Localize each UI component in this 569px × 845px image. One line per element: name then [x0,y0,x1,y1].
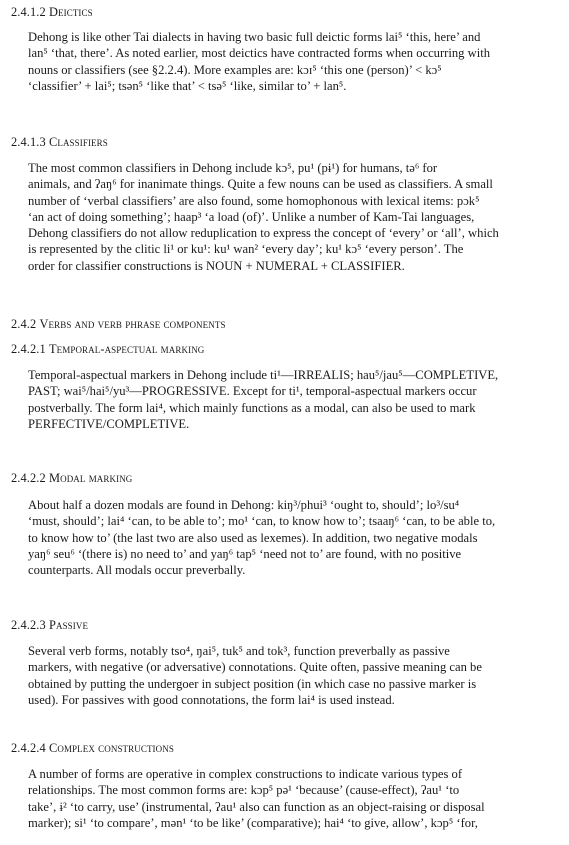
section-verbs [11,316,556,332]
section-number: 2.4.2 [11,317,37,331]
section-number: 2.4.1.2 [11,5,46,19]
section-title: Deictics [48,5,93,19]
section-number: 2.4.2.3 [11,618,46,632]
paragraph-line: marker); si¹ ‘to compare’, mən¹ ‘to be like’ (comparative); hai⁴ ‘to give, allow’, kɔp⁵ ‘for, [28,815,478,830]
section-classifiers [11,134,556,274]
paragraph-line: postverbally. The form lai⁴, which mainly functions as a modal, can also be used to mark [28,400,476,415]
paragraph-line: ‘must, should’; lai⁴ ‘can, to be able to’; mo¹ ‘can, to know how to’; tsaaŋ⁶ ‘can, to be able to, [28,514,496,529]
paragraph-line: The most common classifiers in Dehong include kɔ⁵, pu¹ (pɨ¹) for humans, tə⁶ for [28,161,438,175]
section-heading [11,617,556,633]
section-heading [11,4,556,20]
paragraph-line: counterparts. All modals occur preverbally. [28,563,246,578]
paragraph-line: A number of forms are operative in complex constructions to indicate various types of [28,767,463,781]
section-heading [11,134,556,150]
paragraph-deictics [11,29,556,94]
section-passive [11,617,556,708]
paragraph-classifiers [11,160,556,274]
paragraph-line: order for classifier constructions is NOUN + NUMERAL + CLASSIFIER. [28,258,405,273]
section-number: 2.4.2.4 [11,741,46,755]
section-title: Complex constructions [48,741,174,755]
paragraph-line: ‘an act of doing something’; haap³ ‘a load (of)’. Unlike a number of Kam-Tai languages, [28,209,475,224]
section-heading [11,740,556,756]
section-title: Passive [48,618,89,632]
section-temporal [11,341,556,432]
section-title: Temporal-aspectual marking [48,342,205,356]
paragraph-line: obtained by putting the undergoer in subject position (in which case no passive marker is [28,676,477,691]
paragraph-line: to know how to’ (the last two are also used as lexemes). In addition, two negative modals [28,530,478,545]
paragraph-line: PERFECTIVE/COMPLETIVE. [28,416,190,431]
paragraph-line: PAST; wai⁵/hai⁵/yu³—PROGRESSIVE. Except for ti¹, temporal-aspectual markers occur [28,384,477,399]
section-number: 2.4.1.3 [11,135,46,149]
section-heading [11,316,556,332]
paragraph-line: Temporal-aspectual markers in Dehong include ti¹—IRREALIS; hau⁵/jau⁵—COMPLETIVE, [28,368,499,382]
paragraph-line: ‘classifier’ + lai⁵; tsən⁵ ‘like that’ < tsə⁵ ‘like, similar to’ + lan⁵. [28,78,347,93]
section-modal [11,470,556,578]
section-number: 2.4.2.1 [11,342,46,356]
paragraph-modal [11,497,556,578]
section-heading [11,470,556,486]
paragraph-line: markers, with negative (or adversative) connotations. Quite often, passive meaning can be [28,660,482,675]
paragraph-line: lan⁵ ‘that, there’. As noted earlier, most deictics have contracted forms when occurring with [28,46,490,61]
paragraph-line: used). For passives with good connotations, the form lai⁴ is used instead. [28,692,395,707]
paragraph-line: Several verb forms, notably tso⁴, ŋai⁵, tuk⁵ and tok³, function preverbally as passive [28,644,450,658]
paragraph-line: Dehong is like other Tai dialects in having two basic full deictic forms lai⁵ ‘this, here’ and [28,30,481,44]
section-deictics [11,4,556,94]
section-complex [11,740,556,831]
paragraph-passive [11,643,556,708]
section-title: Modal marking [48,471,133,485]
paragraph-line: nouns or classifiers (see §2.2.4). More examples are: kɔɪ⁵ ‘this one (person)’ < kɔ⁵ [28,62,442,77]
paragraph-line: Dehong classifiers do not allow reduplication to express the concept of ‘every’ or ‘all’, which [28,226,499,241]
paragraph-complex [11,766,556,831]
paragraph-line: number of ‘verbal classifiers’ are also found, some homophonous with lexical items: pɔk⁵ [28,193,480,208]
paragraph-line: take’, ɨ² ‘to carry, use’ (instrumental, ʔau¹ also can function as an object-raising or disposal [28,799,485,814]
section-heading [11,341,556,357]
paragraph-line: yaŋ⁶ seu⁶ ‘(there is) no need to’ and yaŋ⁶ tap⁵ ‘need not to’ are found, with no positive [28,546,462,561]
section-title: Classifiers [48,135,108,149]
section-number: 2.4.2.2 [11,471,46,485]
section-title: Verbs and verb phrase components [39,317,226,331]
paragraph-line: animals, and ʔaŋ⁶ for inanimate things. Quite a few nouns can be used as classifiers. A small [28,177,493,192]
paragraph-temporal [11,367,556,432]
paragraph-line: is represented by the clitic li¹ or ku¹: ku¹ wan² ‘every day’; ku¹ kɔ⁵ ‘every person’. The [28,242,464,257]
paragraph-line: relationships. The most common forms are: kɔp⁵ pə¹ ‘because’ (cause-effect), ʔau¹ ‘to [28,783,460,798]
paragraph-line: About half a dozen modals are found in Dehong: kiŋ³/phui³ ‘ought to, should’; lo³/su⁴ [28,498,460,512]
